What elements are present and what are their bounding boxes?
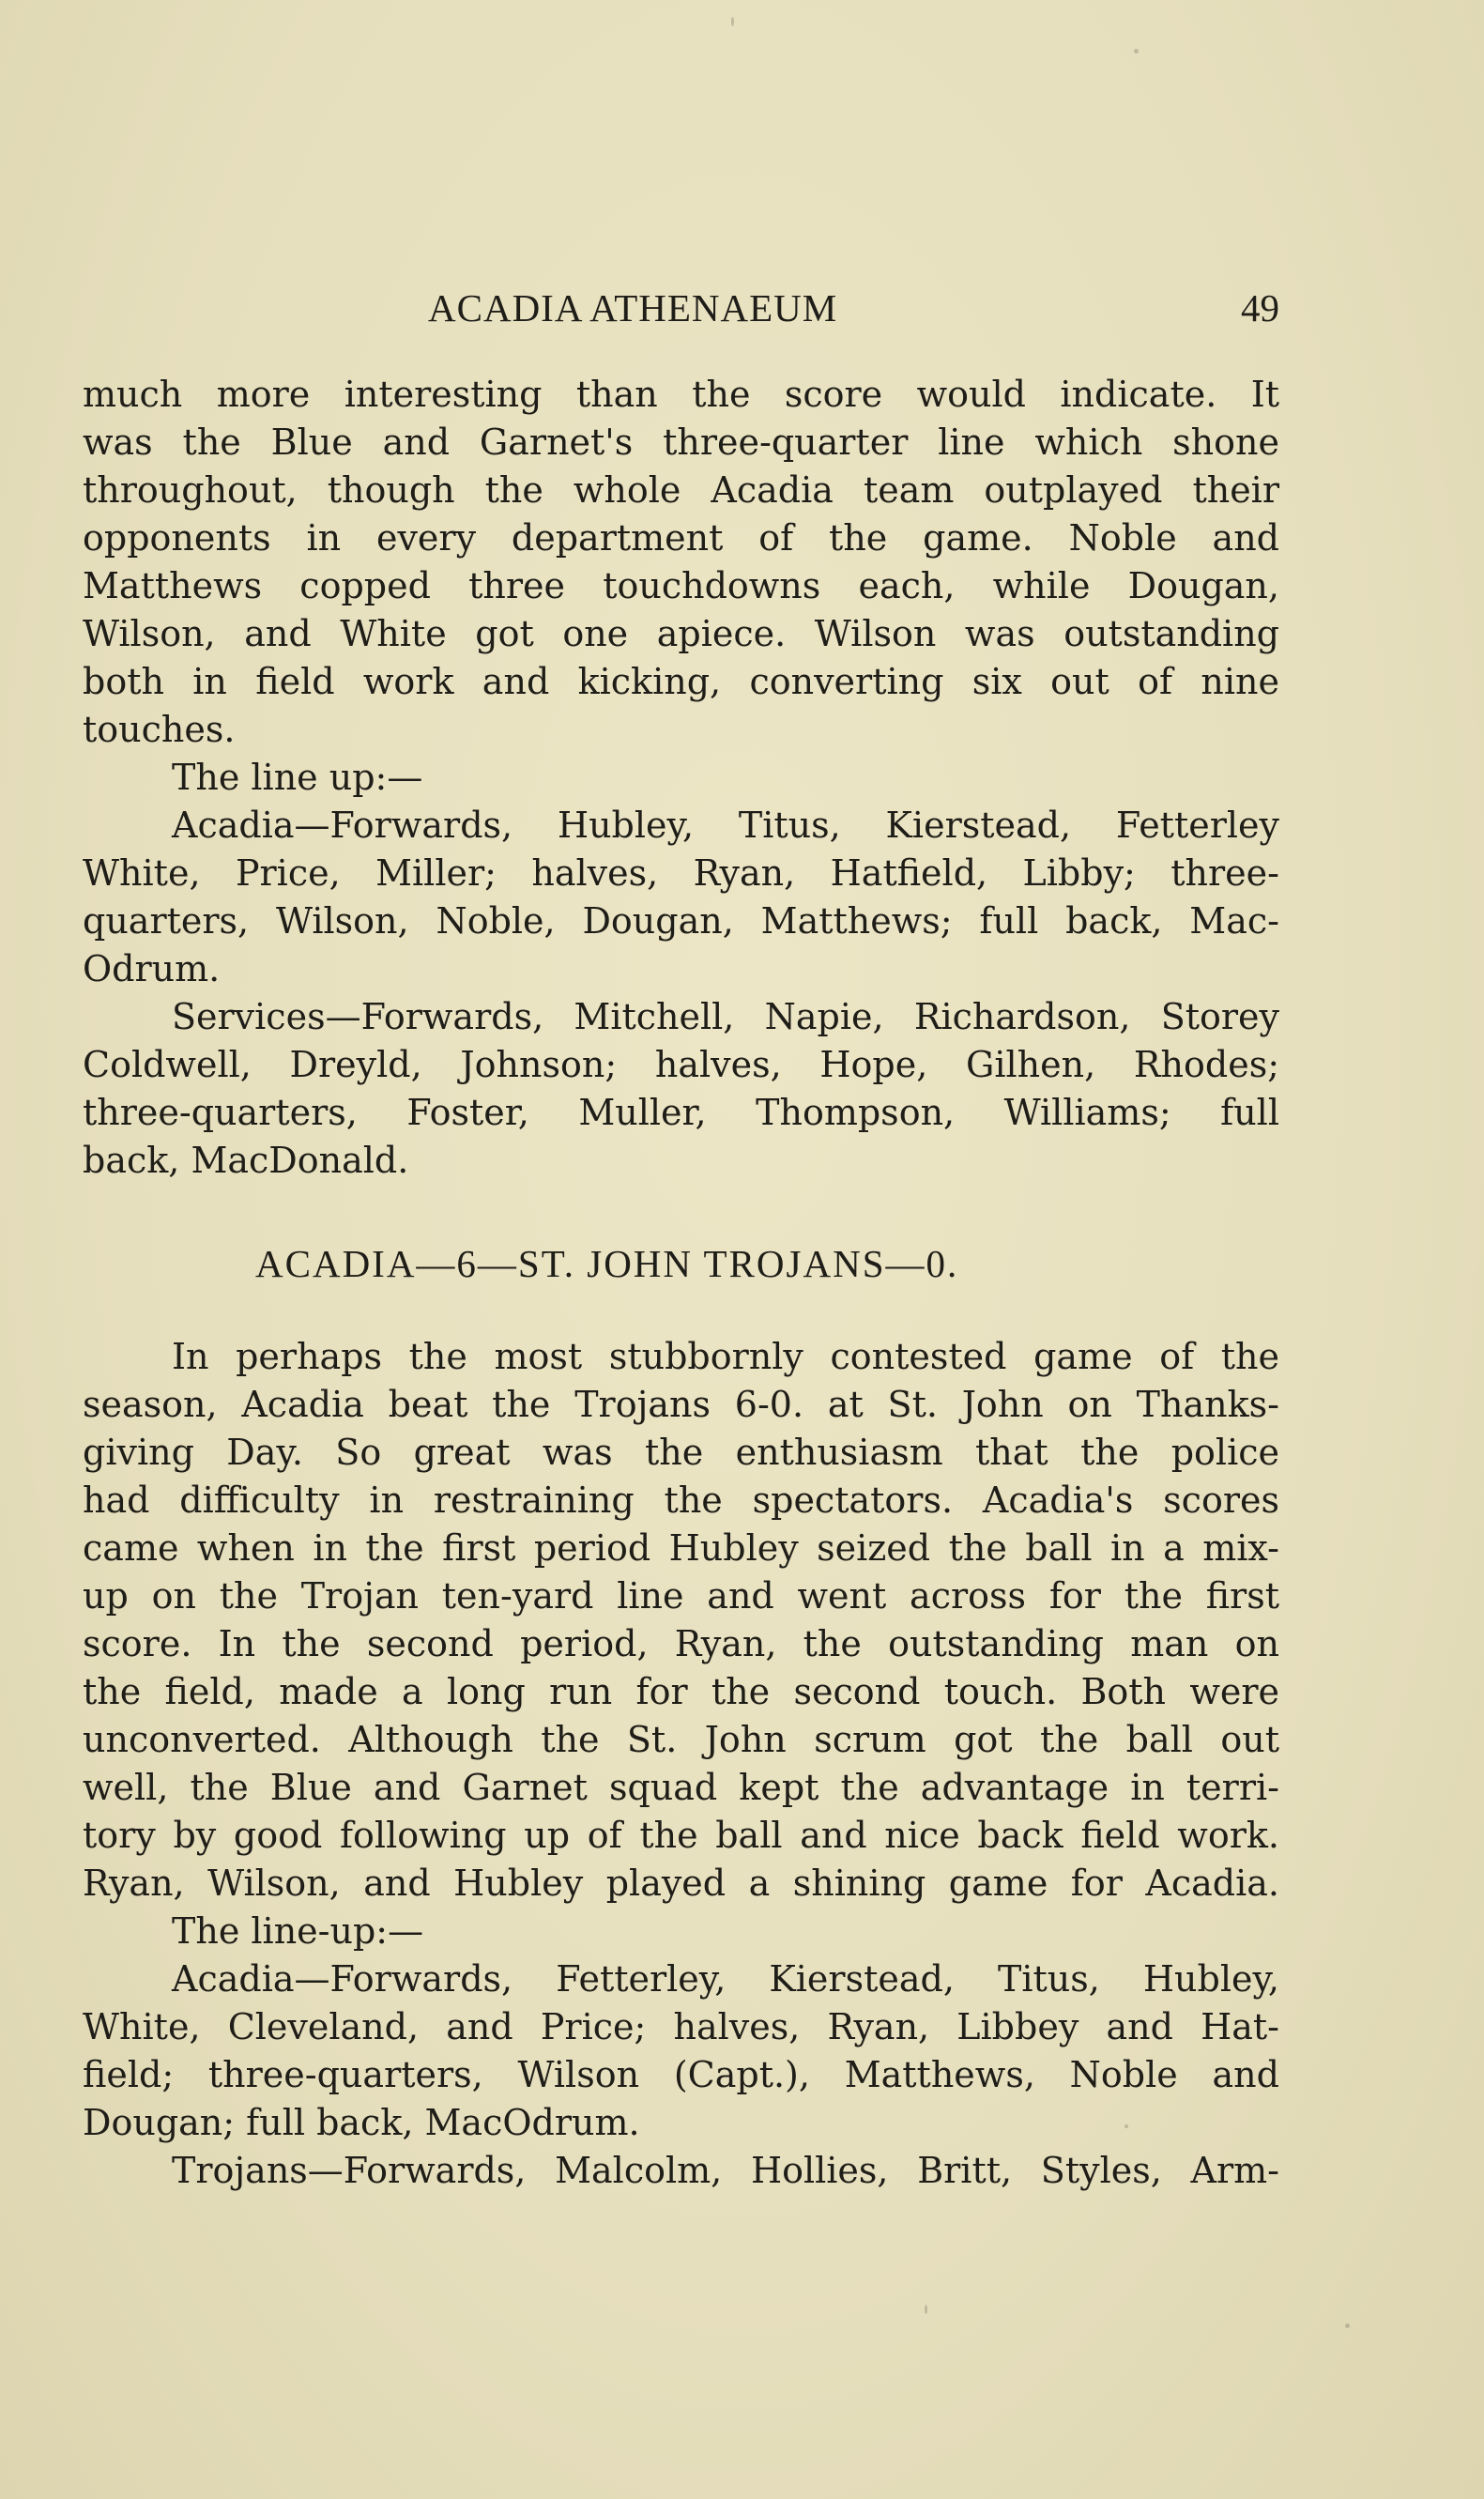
text-line: Wilson, and White got one apiece. Wilson was outstanding <box>83 613 1279 654</box>
text-line: Coldwell, Dreyld, Johnson; halves, Hope, Gilhen, Rhodes; <box>83 1044 1279 1085</box>
text-line: well, the Blue and Garnet squad kept the advantage in terri- <box>83 1767 1279 1808</box>
text-line: had difficulty in restraining the spectators. Acadia's scores <box>83 1479 1279 1521</box>
text-line: was the Blue and Garnet's three-quarter line which shone <box>83 422 1279 463</box>
text-line: In perhaps the most stubbornly contested game of the <box>172 1336 1279 1377</box>
text-line: tory by good following up of the ball and nice back field work. <box>83 1815 1279 1856</box>
text-line: back, MacDonald. <box>83 1140 409 1181</box>
paper-speck <box>925 2305 927 2314</box>
text-line: White, Price, Miller; halves, Ryan, Hatfield, Libby; three- <box>83 852 1279 894</box>
running-head <box>83 280 1279 336</box>
text-line: White, Cleveland, and Price; halves, Ryan, Libbey and Hat- <box>83 2006 1279 2047</box>
text-line: both in field work and kicking, converting six out of nine <box>83 661 1279 702</box>
paper-speck <box>1134 49 1139 54</box>
text-line: score. In the second period, Ryan, the outstanding man on <box>83 1623 1279 1664</box>
text-line: much more interesting than the score would indicate. It <box>83 374 1279 415</box>
text-line: Services—Forwards, Mitchell, Napie, Richardson, Storey <box>172 996 1279 1037</box>
paper-speck <box>1345 2323 1350 2328</box>
running-title: ACADIA ATHENAEUM <box>428 286 838 330</box>
text-line: Odrum. <box>83 948 221 989</box>
text-line: three-quarters, Foster, Muller, Thompson, Williams; full <box>83 1092 1279 1133</box>
text-line: touches. <box>83 709 236 750</box>
text-line: the field, made a long run for the second touch. Both were <box>83 1671 1279 1712</box>
lineup-heading: The line up:— <box>172 757 423 798</box>
text-line: Trojans—Forwards, Malcolm, Hollies, Britt, Styles, Arm- <box>172 2150 1279 2191</box>
text-line: up on the Trojan ten-yard line and went across for the first <box>83 1575 1279 1617</box>
text-line: unconverted. Although the St. John scrum got the ball out <box>83 1719 1279 1760</box>
paper-speck <box>731 17 734 26</box>
text-line: giving Day. So great was the enthusiasm that the police <box>83 1432 1279 1473</box>
section-heading: ACADIA—6—ST. JOHN TROJANS—0. <box>255 1242 959 1285</box>
text-line: Acadia—Forwards, Hubley, Titus, Kierstead, Fetterley <box>172 805 1279 846</box>
text-line: throughout, though the whole Acadia team outplayed their <box>83 469 1279 511</box>
text-line: Matthews copped three touchdowns each, while Dougan, <box>83 565 1279 606</box>
text-line: Acadia—Forwards, Fetterley, Kierstead, Titus, Hubley, <box>172 1958 1279 2000</box>
match-report <box>83 1333 1279 2195</box>
text-line: season, Acadia beat the Trojans 6-0. at St. John on Thanks- <box>83 1384 1279 1425</box>
text-line: Ryan, Wilson, and Hubley played a shining game for Acadia. <box>83 1863 1279 1904</box>
text-line: came when in the first period Hubley seized the ball in a mix- <box>83 1527 1279 1569</box>
text-line: field; three-quarters, Wilson (Capt.), Matthews, Noble and <box>83 2054 1279 2095</box>
page-number: 49 <box>1241 286 1279 330</box>
text-line: opponents in every department of the game. Noble and <box>83 517 1279 559</box>
text-line: quarters, Wilson, Noble, Dougan, Matthews; full back, Mac- <box>83 900 1279 942</box>
match-report-continued <box>83 371 1279 1185</box>
text-line: Dougan; full back, MacOdrum. <box>83 2102 640 2143</box>
lineup-heading: The line-up:— <box>172 1910 424 1952</box>
